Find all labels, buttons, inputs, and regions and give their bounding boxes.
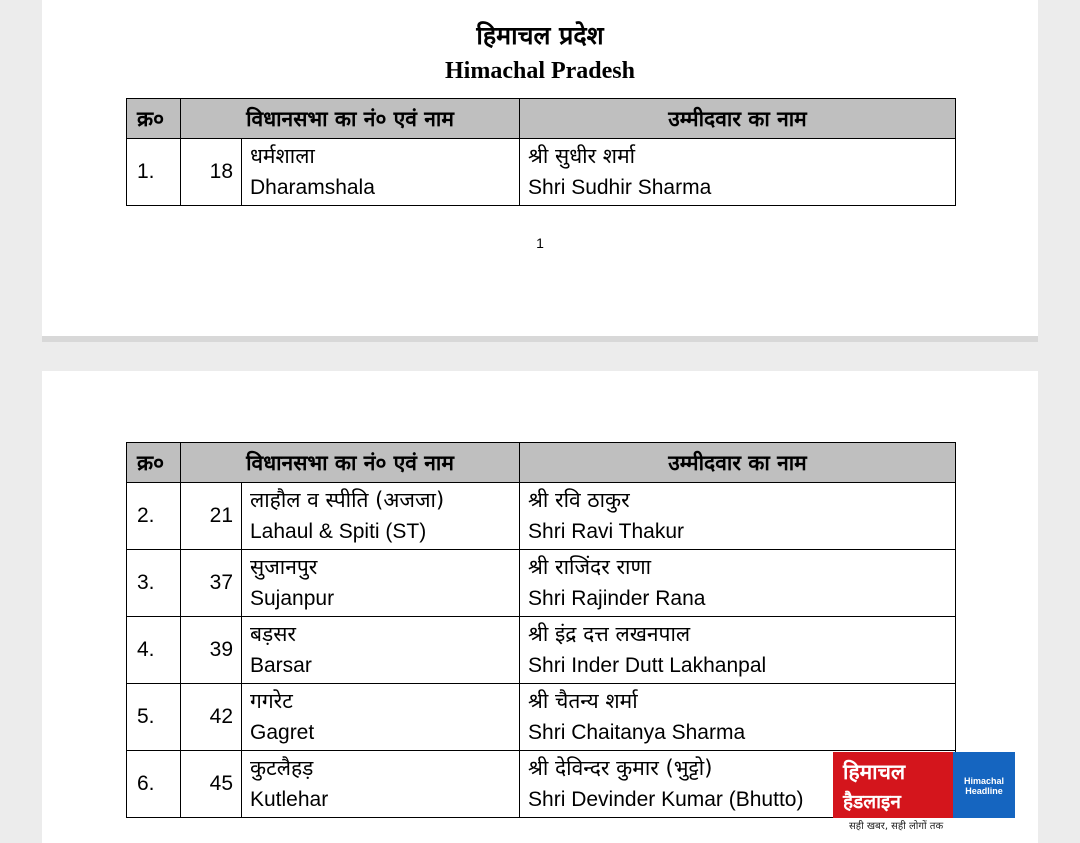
table-row: [127, 684, 956, 751]
serial-cell: 1.: [127, 139, 181, 206]
constituency-name-english: Lahaul & Spiti (ST): [250, 520, 427, 543]
constituency-name-english: Barsar: [250, 654, 312, 677]
serial-cell: 6.: [127, 751, 181, 818]
serial-cell: 4.: [127, 617, 181, 684]
candidate-name-english: Shri Inder Dutt Lakhanpal: [528, 654, 767, 677]
candidate-name-english: Shri Ravi Thakur: [528, 520, 685, 543]
constituency-number: 21: [181, 483, 242, 550]
candidate-name: [520, 139, 956, 206]
constituency-name-english: Sujanpur: [250, 587, 335, 610]
logo-line-1: हिमाचल: [843, 760, 906, 784]
constituency-name-english: Dharamshala: [250, 176, 375, 199]
candidate-name-hindi: श्री देविन्दर कुमार (भुट्टो): [528, 756, 713, 780]
candidate-name: [520, 684, 956, 751]
header-constituency: विधानसभा का नं० एवं नाम: [181, 99, 520, 139]
constituency-name-hindi: लाहौल व स्पीति (अजजा): [250, 488, 445, 512]
constituency-name: [242, 684, 520, 751]
candidate-name: [520, 617, 956, 684]
page-separator: [42, 336, 1038, 342]
candidates-table-page-2: [126, 442, 956, 818]
logo-badge: [953, 752, 1015, 818]
constituency-name: [242, 617, 520, 684]
candidate-name-hindi: श्री चैतन्य शर्मा: [528, 689, 638, 713]
candidate-name: [520, 483, 956, 550]
constituency-number: 42: [181, 684, 242, 751]
logo-line-2: हैडलाइन: [843, 791, 901, 813]
candidate-name-hindi: श्री रवि ठाकुर: [528, 488, 630, 512]
constituency-name-hindi: गगरेट: [250, 689, 293, 713]
table-header-row: [127, 443, 956, 483]
table-row: [127, 550, 956, 617]
candidate-name-english: Shri Rajinder Rana: [528, 587, 706, 610]
header-serial: क्र०: [127, 443, 181, 483]
constituency-number: 39: [181, 617, 242, 684]
constituency-name-hindi: सुजानपुर: [250, 555, 318, 579]
page-number: 1: [536, 235, 544, 251]
constituency-name-english: Gagret: [250, 721, 315, 744]
candidate-name-english: Shri Chaitanya Sharma: [528, 721, 746, 744]
constituency-number: 37: [181, 550, 242, 617]
logo-red-block: [833, 752, 955, 818]
serial-cell: 2.: [127, 483, 181, 550]
candidate-name-english: Shri Sudhir Sharma: [528, 176, 712, 199]
header-candidate: उम्मीदवार का नाम: [520, 99, 956, 139]
constituency-name-hindi: बड़सर: [250, 622, 297, 646]
header-serial: क्र०: [127, 99, 181, 139]
logo-badge-text: Himachal Headline: [963, 776, 1005, 796]
logo-tagline: सही खबर, सही लोगों तक: [849, 821, 944, 832]
candidate-name-hindi: श्री इंद्र दत्त लखनपाल: [528, 622, 691, 646]
candidate-name-english: Shri Devinder Kumar (Bhutto): [528, 788, 804, 811]
table-row: [127, 617, 956, 684]
table-row: [127, 139, 956, 206]
title-hindi: हिमाचल प्रदेश: [476, 21, 604, 50]
constituency-name: [242, 550, 520, 617]
title-english: Himachal Pradesh: [445, 58, 635, 84]
constituency-number: 45: [181, 751, 242, 818]
constituency-number: 18: [181, 139, 242, 206]
constituency-name: [242, 483, 520, 550]
serial-cell: 5.: [127, 684, 181, 751]
himachal-headline-logo: [833, 752, 1015, 830]
table-row: [127, 483, 956, 550]
constituency-name: [242, 139, 520, 206]
candidate-name-hindi: श्री सुधीर शर्मा: [528, 144, 636, 168]
constituency-name-hindi: धर्मशाला: [250, 144, 315, 168]
constituency-name: [242, 751, 520, 818]
candidate-name: [520, 550, 956, 617]
table-header-row: [127, 99, 956, 139]
header-candidate: उम्मीदवार का नाम: [520, 443, 956, 483]
constituency-name-english: Kutlehar: [250, 788, 329, 811]
serial-cell: 3.: [127, 550, 181, 617]
candidate-name-hindi: श्री राजिंदर राणा: [528, 555, 652, 579]
candidates-table-page-1: [126, 98, 956, 206]
header-constituency: विधानसभा का नं० एवं नाम: [181, 443, 520, 483]
table-row: [127, 751, 956, 818]
constituency-name-hindi: कुटलैहड़: [250, 756, 314, 780]
